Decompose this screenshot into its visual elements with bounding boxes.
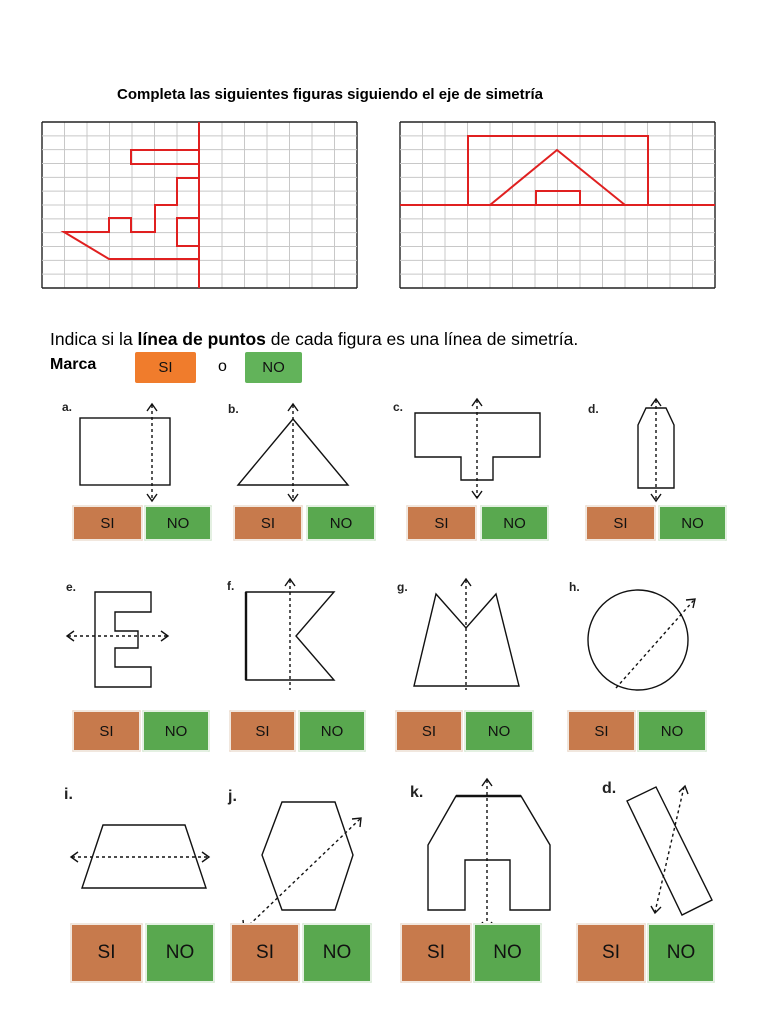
answer-no-button[interactable]: NO [637,710,707,752]
answer-si-button[interactable]: SI [585,505,656,541]
answer-no-button[interactable]: NO [306,505,376,541]
shape-tilted-rectangle [627,787,712,915]
figure-label: a. [62,400,73,414]
figure-label: c. [393,400,404,414]
answer-si-button[interactable]: SI [72,710,141,752]
answer-si-button[interactable]: SI [406,505,477,541]
dotted-line [616,600,694,688]
figure-label: i. [64,786,73,803]
answer-si-button[interactable]: SI [395,710,463,752]
answer-no-button[interactable]: NO [473,923,542,983]
answer-si-button[interactable]: SI [400,923,472,983]
answer-no-button[interactable]: NO [142,710,210,752]
or-label: o [218,358,227,375]
figure-label: e. [66,580,77,594]
answer-no-button[interactable]: NO [480,505,549,541]
shape-t-block [415,413,540,480]
answer-no-button[interactable]: NO [144,505,212,541]
shape-hexagon [262,802,353,910]
dotted-line [245,819,360,929]
answer-no-button[interactable]: NO [647,923,715,983]
figure-label: d. [602,780,617,797]
answer-si-button[interactable]: SI [229,710,296,752]
figure-label: d. [588,402,599,416]
worksheet-title: Completa las siguientes figuras siguiendo el eje de simetría [117,86,543,103]
answer-si-button[interactable]: SI [72,505,143,541]
shape-letter-e [95,592,151,687]
answer-si-button[interactable]: SI [230,923,300,983]
legend-si-button: SI [135,352,196,383]
figure-label: j. [228,788,237,805]
answer-no-button[interactable]: NO [464,710,534,752]
answer-si-button[interactable]: SI [70,923,143,983]
answer-si-button[interactable]: SI [233,505,303,541]
shape-triangle [238,419,348,485]
answer-si-button[interactable]: SI [576,923,646,983]
legend-no-button: NO [245,352,302,383]
answer-no-button[interactable]: NO [658,505,727,541]
answer-no-button[interactable]: NO [302,923,372,983]
shape-arch [428,796,550,910]
instruction-text [50,329,578,350]
figure-label: h. [569,580,580,594]
figure-label: b. [228,402,239,416]
answer-no-button[interactable]: NO [145,923,215,983]
shape-rectangle [80,418,170,485]
dotted-line [655,787,684,912]
instruction-prefix: Indica si la [50,329,138,349]
figure-label: g. [397,580,408,594]
marca-label: Marca [50,356,97,373]
figure-label: f. [227,579,235,593]
instruction-bold: línea de puntos [137,329,266,349]
answer-si-button[interactable]: SI [567,710,636,752]
answer-no-button[interactable]: NO [298,710,366,752]
figure-label: k. [410,784,424,801]
instruction-suffix: de cada figura es una línea de simetría. [265,329,579,349]
shape-circle [588,590,688,690]
